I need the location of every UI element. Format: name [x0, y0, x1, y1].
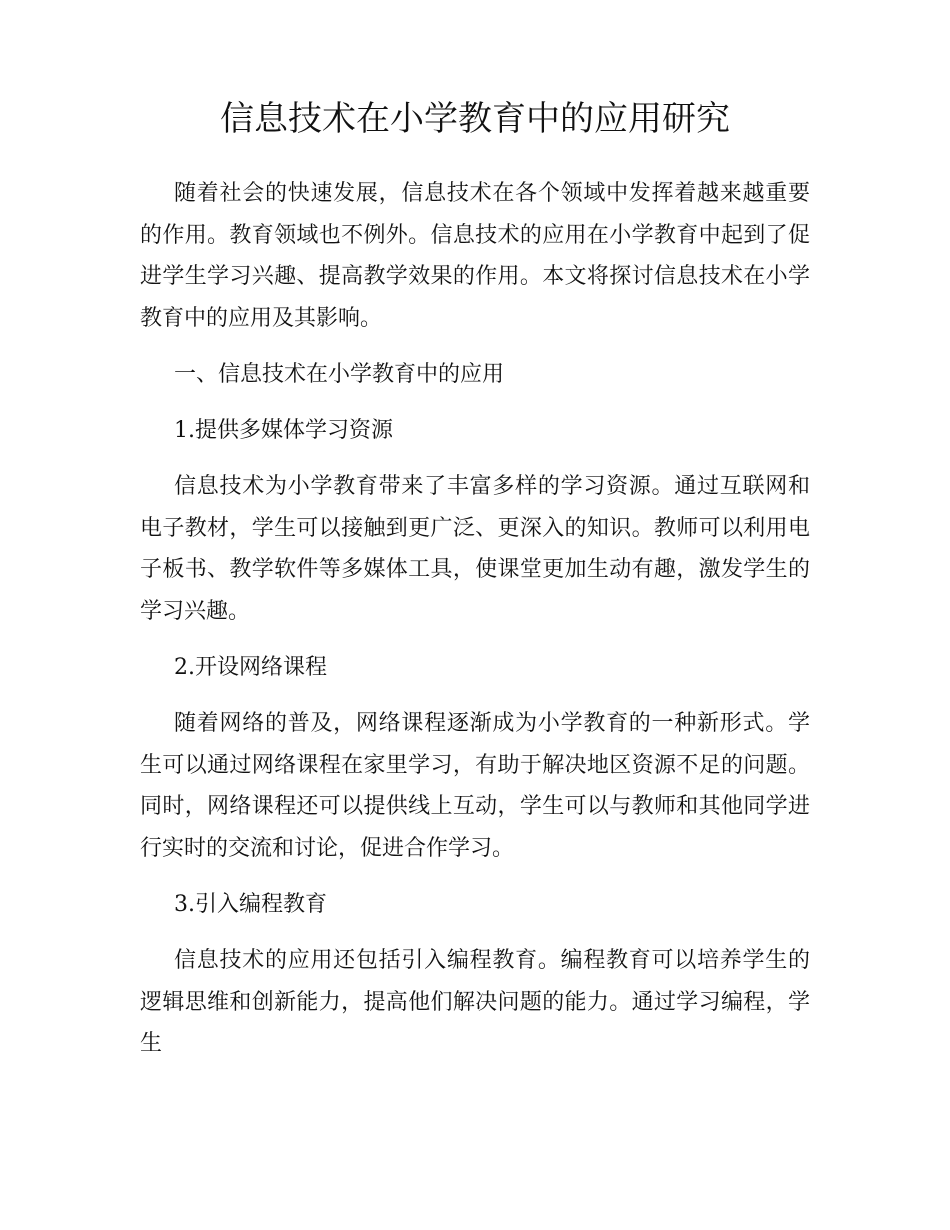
- document-page: [140, 90, 810, 1065]
- paragraph-spacing: [140, 688, 810, 703]
- intro-paragraph: 随着社会的快速发展，信息技术在各个领域中发挥着越来越重要的作用。教育领域也不例外。信息技术的应用在小学教育中起到了促进学生学习兴趣、提高教学效果的作用。本文将探讨信息技术在小学教育中的应用及其影响。: [140, 181, 810, 331]
- paragraph-spacing: [140, 451, 810, 466]
- subsection-heading: 2.开设网络课程: [174, 655, 327, 680]
- paragraph-spacing: [140, 632, 810, 647]
- section-heading: 一、信息技术在小学教育中的应用: [174, 362, 505, 387]
- document-title: 信息技术在小学教育中的应用研究: [220, 99, 730, 139]
- paragraph-spacing: [140, 395, 810, 410]
- subsection-paragraph: 随着网络的普及，网络课程逐渐成为小学教育的一种新形式。学生可以通过网络课程在家里学习，有助于解决地区资源不足的问题。同时，网络课程还可以提供线上互动，学生可以与教师和其他同学进行实时的交流和讨论，促进合作学习。: [140, 711, 810, 861]
- subsection-paragraph: 信息技术为小学教育带来了丰富多样的学习资源。通过互联网和电子教材，学生可以接触到更广泛、更深入的知识。教师可以利用电子板书、教学软件等多媒体工具，使课堂更加生动有趣，激发学生的学习兴趣。: [140, 474, 810, 624]
- subsection-paragraph: 信息技术的应用还包括引入编程教育。编程教育可以培养学生的逻辑思维和创新能力，提高他们解决问题的能力。通过学习编程，学生: [140, 948, 810, 1056]
- paragraph-spacing: [140, 869, 810, 884]
- paragraph-spacing: [140, 339, 810, 354]
- subsection-heading: 3.引入编程教育: [174, 892, 327, 917]
- paragraph-spacing: [140, 925, 810, 940]
- subsection-heading: 1.提供多媒体学习资源: [174, 418, 393, 443]
- title-spacing: [140, 148, 810, 173]
